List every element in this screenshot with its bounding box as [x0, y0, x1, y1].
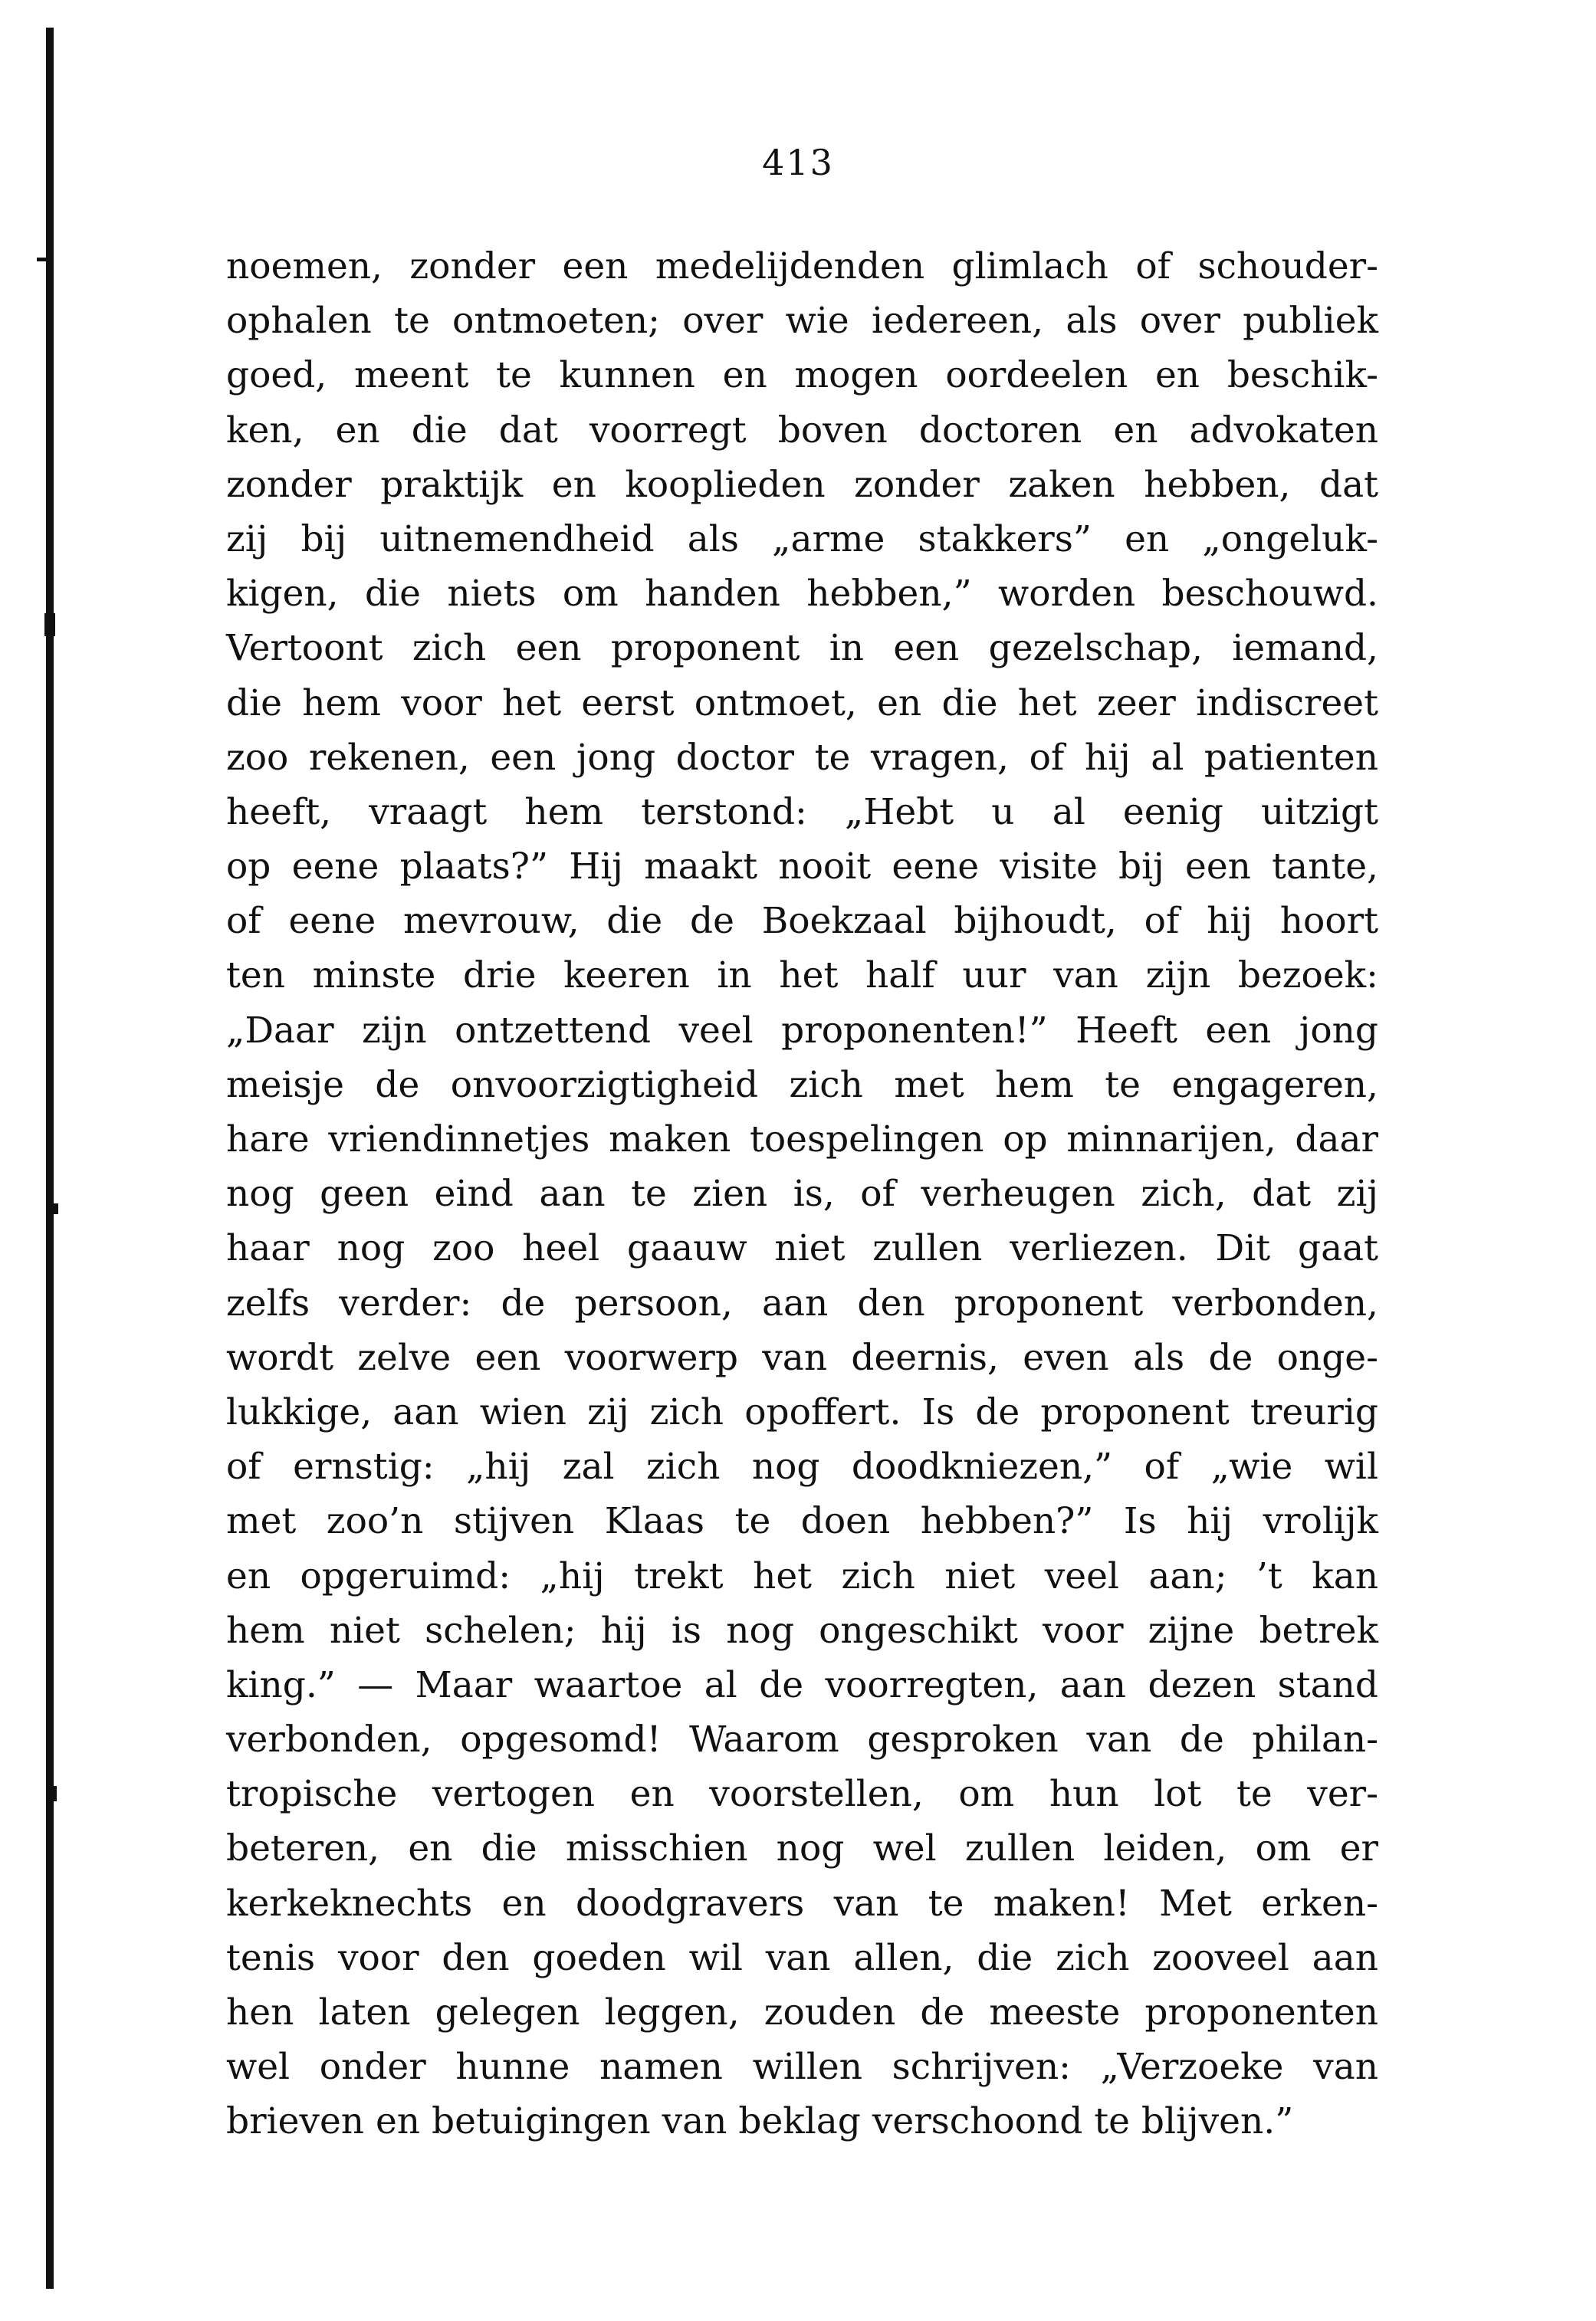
text-line: kigen, die niets om handen hebben,” worden beschouwd.	[226, 573, 1378, 616]
page-number: 413	[762, 142, 834, 183]
text-line: wordt zelve een voorwerp van deernis, even als de onge-	[226, 1336, 1378, 1379]
text-line: wel onder hunne namen willen schrijven: „Verzoeke van	[226, 2046, 1378, 2089]
text-line: zelfs verder: de persoon, aan den proponent verbonden,	[226, 1282, 1378, 1325]
text-line: „Daar zijn ontzettend veel proponenten!” Heeft een jong	[226, 1009, 1378, 1052]
text-line: nog geen eind aan te zien is, of verheugen zich, dat zij	[226, 1173, 1378, 1216]
body-text	[226, 239, 1378, 2149]
binding-mark	[37, 258, 54, 261]
text-line: brieven en betuigingen van beklag verschoond te blijven.”	[226, 2100, 1294, 2143]
text-line: tropische vertogen en voorstellen, om hun lot te ver-	[226, 1773, 1378, 1816]
page-binding-edge	[46, 28, 54, 2289]
text-line: ken, en die dat voorregt boven doctoren en advokaten	[226, 409, 1378, 451]
text-line: Vertoont zich een proponent in een gezelschap, iemand,	[226, 627, 1378, 670]
text-line: hem niet schelen; hij is nog ongeschikt voor zijne betrek	[226, 1609, 1378, 1652]
text-line: hen laten gelegen leggen, zouden de meeste proponenten	[226, 1991, 1378, 2034]
text-line: zoo rekenen, een jong doctor te vragen, of hij al patienten	[226, 736, 1378, 779]
text-line: heeft, vraagt hem terstond: „Hebt u al eenig uitzigt	[226, 790, 1378, 833]
text-line: beteren, en die misschien nog wel zullen leiden, om er	[226, 1827, 1378, 1870]
text-line: verbonden, opgesomd! Waarom gesproken van de philan-	[226, 1719, 1378, 1761]
text-line: zonder praktijk en kooplieden zonder zaken hebben, dat	[226, 463, 1378, 506]
text-line: en opgeruimd: „hij trekt het zich niet veel aan; ’t kan	[226, 1554, 1378, 1597]
text-line: of eene mevrouw, die de Boekzaal bijhoudt, of hij hoort	[226, 900, 1378, 943]
text-line: op eene plaats?” Hij maakt nooit eene visite bij een tante,	[226, 845, 1378, 888]
binding-mark	[48, 1786, 57, 1801]
text-line: met zoo’n stijven Klaas te doen hebben?” Is hij vrolijk	[226, 1500, 1378, 1543]
text-line: die hem voor het eerst ontmoet, en die het zeer indiscreet	[226, 681, 1378, 724]
binding-mark	[44, 613, 55, 636]
text-line: meisje de onvoorzigtigheid zich met hem te engageren,	[226, 1063, 1378, 1106]
text-line: goed, meent te kunnen en mogen oordeelen en beschik-	[226, 354, 1378, 397]
text-line: tenis voor den goeden wil van allen, die zich zooveel aan	[226, 1936, 1378, 1979]
text-line: ophalen te ontmoeten; over wie iedereen, als over publiek	[226, 300, 1378, 343]
text-line: king.” — Maar waartoe al de voorregten, aan dezen stand	[226, 1663, 1378, 1706]
text-line: of ernstig: „hij zal zich nog doodkniezen,” of „wie wil	[226, 1446, 1378, 1489]
text-line: ten minste drie keeren in het half uur van zijn bezoek:	[226, 954, 1378, 997]
binding-mark	[48, 1203, 58, 1214]
text-line: haar nog zoo heel gaauw niet zullen verliezen. Dit gaat	[226, 1227, 1378, 1270]
text-line: lukkige, aan wien zij zich opoffert. Is de proponent treurig	[226, 1390, 1378, 1433]
text-line: hare vriendinnetjes maken toespelingen op minnarijen, daar	[226, 1118, 1378, 1160]
text-line: noemen, zonder een medelijdenden glimlach of schouder-	[226, 245, 1378, 287]
text-line: zij bij uitnemendheid als „arme stakkers” en „ongeluk-	[226, 517, 1378, 560]
text-line: kerkeknechts en doodgravers van te maken! Met erken-	[226, 1882, 1378, 1925]
